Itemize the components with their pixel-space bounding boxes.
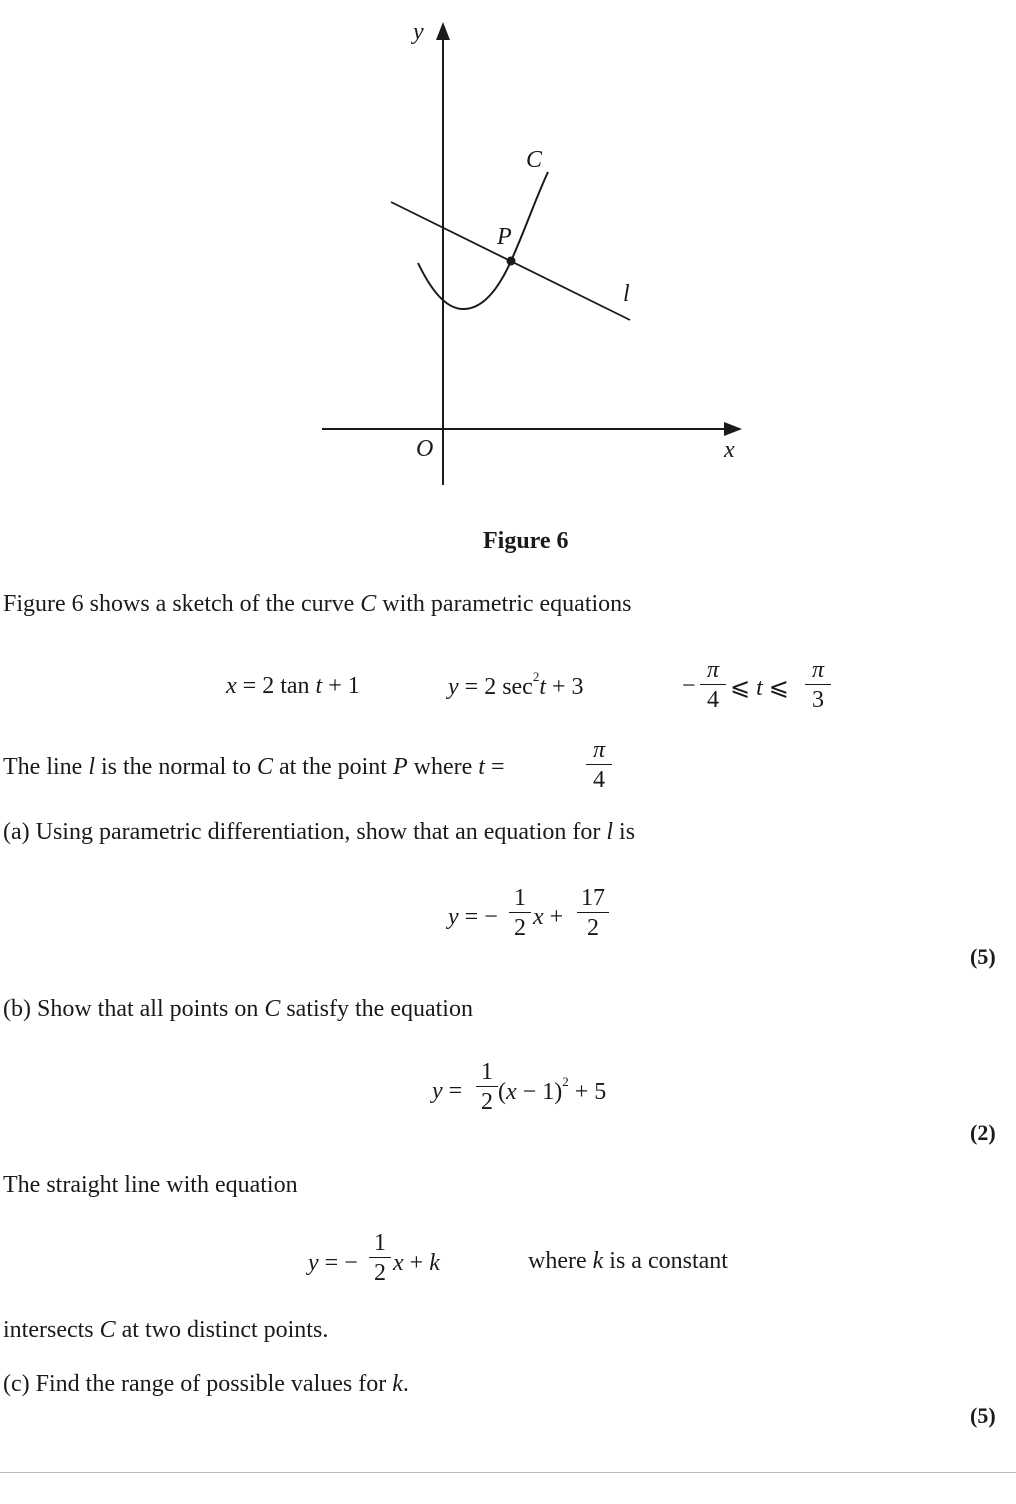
straight-eq-x: x bbox=[393, 1250, 404, 1276]
part-a-text: (a) Using parametric differentiation, show that an equation for bbox=[3, 819, 607, 845]
normal-p: P bbox=[392, 754, 408, 780]
normal-line-statement bbox=[3, 754, 505, 781]
normal-text-c: at the point bbox=[272, 754, 393, 780]
part-a-eq-lhs bbox=[448, 904, 498, 931]
intro-text-a: Figure 6 shows a sketch of the curve bbox=[3, 591, 361, 617]
range-inequality bbox=[730, 673, 789, 702]
straight-frac-num: 1 bbox=[374, 1230, 386, 1256]
range-den-2: 3 bbox=[812, 687, 824, 713]
part-b-paren: ( bbox=[498, 1079, 506, 1105]
range-frac-1 bbox=[700, 658, 726, 712]
part-a-frac2-den: 2 bbox=[587, 915, 599, 941]
part-c-marks: (5) bbox=[970, 1403, 996, 1428]
intersects-c: C bbox=[99, 1317, 116, 1343]
eq-y-tail: + 3 bbox=[546, 674, 584, 700]
part-c-text: (c) Find the range of possible values for bbox=[3, 1371, 393, 1397]
part-b-text-end: satisfy the equation bbox=[280, 996, 473, 1022]
straight-line-where bbox=[528, 1248, 728, 1275]
normal-text-d: where bbox=[407, 754, 479, 780]
part-c-k: k bbox=[392, 1371, 403, 1397]
part-b-sq: 2 bbox=[562, 1074, 569, 1089]
straight-eq-mid: = − bbox=[318, 1250, 358, 1276]
straight-frac-den: 2 bbox=[374, 1260, 386, 1286]
straight-line-intro: The straight line with equation bbox=[3, 1172, 298, 1198]
range-pi-2: π bbox=[811, 657, 825, 683]
part-b-frac bbox=[476, 1060, 498, 1114]
part-a-eq-x bbox=[533, 904, 563, 931]
part-b-eq-rhs bbox=[498, 1074, 607, 1106]
part-a-text-end: is bbox=[613, 819, 636, 845]
eq-x-t: t bbox=[315, 673, 323, 699]
eq-y-rhs: = 2 sec bbox=[458, 674, 533, 700]
part-a-frac1-num: 1 bbox=[514, 885, 526, 911]
intersects-a: intersects bbox=[3, 1317, 100, 1343]
equation-x bbox=[226, 673, 360, 700]
part-c-question bbox=[3, 1371, 409, 1398]
straight-line-eq-lhs bbox=[308, 1250, 358, 1277]
point-p bbox=[507, 257, 516, 266]
label-y: y bbox=[413, 19, 424, 45]
normal-l: l bbox=[88, 754, 95, 780]
eq-x-tail: + 1 bbox=[322, 673, 360, 699]
part-b-frac-num: 1 bbox=[481, 1059, 493, 1085]
part-a-eq-y: y bbox=[448, 904, 459, 930]
intro-text-b: with parametric equations bbox=[376, 591, 632, 617]
bottom-divider bbox=[0, 1472, 1016, 1473]
part-a-x: x bbox=[533, 904, 544, 930]
straight-eq-k: k bbox=[429, 1250, 440, 1276]
range-minus: − bbox=[682, 673, 696, 699]
y-axis-arrow bbox=[436, 22, 450, 40]
straight-eq-plus: + bbox=[403, 1250, 430, 1276]
label-point-p: P bbox=[497, 224, 512, 250]
range-den-1: 4 bbox=[707, 687, 719, 713]
intro-curve: C bbox=[360, 591, 377, 617]
intersects-statement bbox=[3, 1317, 328, 1344]
part-b-x: x bbox=[506, 1079, 517, 1105]
normal-c: C bbox=[256, 754, 273, 780]
equation-y bbox=[448, 669, 584, 701]
part-a-plus: + bbox=[543, 904, 564, 930]
part-b-marks: (2) bbox=[970, 1120, 996, 1145]
intersects-b: at two distinct points. bbox=[115, 1317, 329, 1343]
part-a-frac2-num: 17 bbox=[581, 885, 605, 911]
part-a-marks: (5) bbox=[970, 944, 996, 969]
part-b-question bbox=[3, 996, 473, 1023]
part-b-c: C bbox=[264, 996, 281, 1022]
part-a-frac1-den: 2 bbox=[514, 915, 526, 941]
normal-text-a: The line bbox=[3, 754, 89, 780]
normal-t-frac bbox=[586, 738, 612, 792]
range-mid-2: ⩽ bbox=[762, 675, 789, 701]
where-b: is a constant bbox=[603, 1248, 728, 1274]
figure-caption: Figure 6 bbox=[483, 528, 569, 554]
label-origin: O bbox=[416, 436, 434, 462]
normal-t: t bbox=[478, 754, 485, 780]
part-a-frac-2 bbox=[577, 886, 609, 940]
range-t: t bbox=[756, 675, 763, 701]
eq-x-var: x bbox=[226, 673, 237, 699]
normal-eq: = bbox=[484, 754, 505, 780]
normal-den: 4 bbox=[593, 767, 605, 793]
part-a-question bbox=[3, 819, 635, 846]
label-curve-c: C bbox=[526, 147, 543, 173]
x-axis-arrow bbox=[724, 422, 742, 436]
part-b-tail: + 5 bbox=[568, 1079, 607, 1105]
straight-eq-y: y bbox=[308, 1250, 319, 1276]
where-a: where bbox=[528, 1248, 593, 1274]
label-x: x bbox=[724, 437, 735, 463]
part-a-frac-1 bbox=[509, 886, 531, 940]
part-b-eq-mid: = bbox=[442, 1078, 463, 1104]
part-b-text: (b) Show that all points on bbox=[3, 996, 265, 1022]
part-b-frac-den: 2 bbox=[481, 1089, 493, 1115]
part-b-eq-y: y bbox=[432, 1078, 443, 1104]
straight-line-eq-rhs bbox=[393, 1250, 440, 1277]
eq-y-t: t bbox=[539, 674, 547, 700]
part-a-l: l bbox=[606, 819, 614, 845]
range-mid: ⩽ bbox=[730, 675, 757, 701]
curve-c bbox=[418, 172, 548, 309]
part-a-eq-mid: = − bbox=[458, 904, 498, 930]
part-c-text-end: . bbox=[402, 1371, 409, 1397]
eq-x-rhs: = 2 tan bbox=[236, 673, 316, 699]
straight-line-frac bbox=[369, 1231, 391, 1285]
normal-pi: π bbox=[592, 737, 606, 763]
where-k: k bbox=[592, 1248, 604, 1274]
figure-6-sketch bbox=[0, 0, 1016, 500]
range-frac-2 bbox=[805, 658, 831, 712]
part-b-rest: − 1) bbox=[516, 1079, 563, 1105]
range-pi-1: π bbox=[706, 657, 720, 683]
part-b-eq-lhs bbox=[432, 1078, 462, 1105]
eq-y-var: y bbox=[448, 674, 459, 700]
normal-text-b: is the normal to bbox=[94, 754, 257, 780]
label-line-l: l bbox=[623, 281, 630, 307]
eq-y-sq: 2 bbox=[532, 669, 540, 684]
intro-paragraph bbox=[3, 591, 632, 618]
